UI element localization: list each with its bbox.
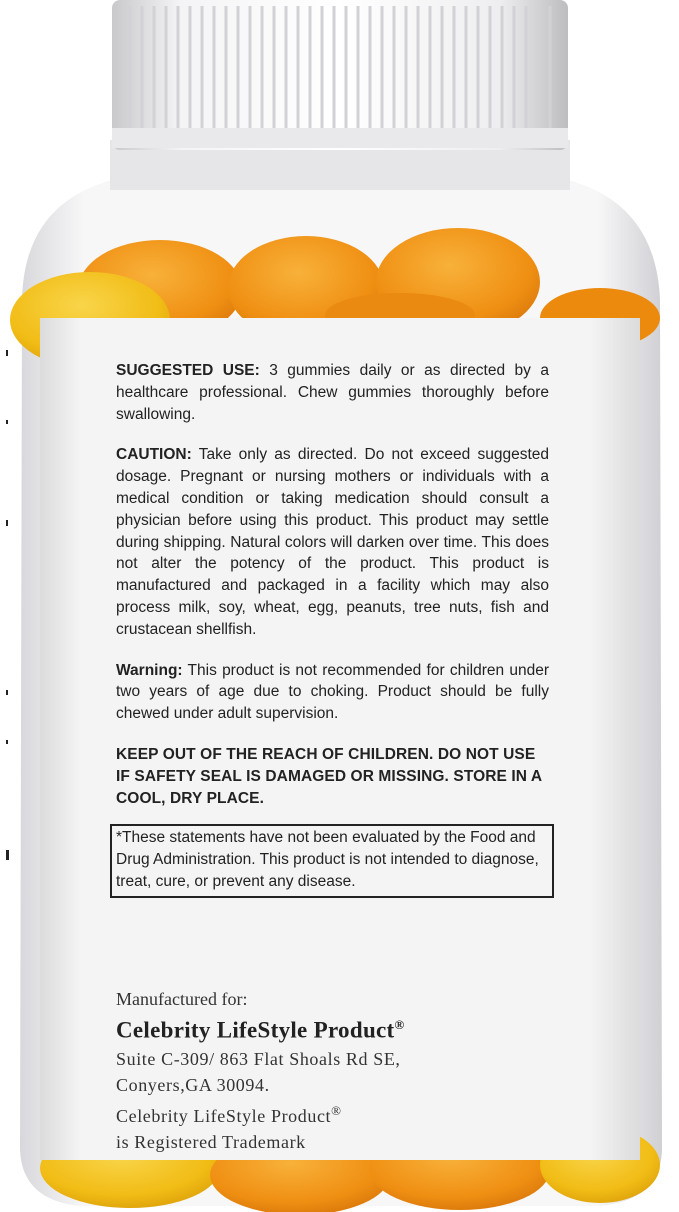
- label-shadow-right: [590, 318, 640, 1160]
- registered-mark: ®: [394, 1017, 405, 1032]
- side-barcode: [6, 350, 9, 860]
- warning-heading: Warning:: [116, 661, 183, 679]
- suggested-use-heading: SUGGESTED USE:: [116, 362, 260, 379]
- warning: [116, 660, 549, 725]
- caution-heading: CAUTION:: [116, 446, 192, 464]
- bottle-cap: [112, 0, 568, 150]
- company-name: [116, 1010, 405, 1046]
- label-shadow-left: [40, 318, 80, 1160]
- trademark-company: Celebrity LifeStyle Product: [116, 1105, 332, 1126]
- suggested-use: [116, 360, 549, 425]
- suggested-use-text: 3 gummies daily or as directed by a healthcare professional. Chew gummies thoroughly before swallowing.: [116, 362, 549, 423]
- fda-disclaimer: *These statements have not been evaluated by the Food and Drug Administration. This product is not intended to diagnose, treat, cure, or prevent any disease.: [110, 824, 554, 897]
- address-line-2: Conyers,GA 30094.: [116, 1074, 270, 1095]
- warning-text: This product is not recommended for children under two years of age due to choking. Product should be fully chewed under adult supervision.: [116, 661, 549, 723]
- keep-out-notice: KEEP OUT OF THE REACH OF CHILDREN. DO NOT USE IF SAFETY SEAL IS DAMAGED OR MISSING. STORE IN A COOL, DRY PLACE.: [116, 745, 542, 807]
- trademark-line-2: is Registered Trademark: [116, 1131, 306, 1152]
- trademark-registered-mark: ®: [331, 1102, 342, 1118]
- manufacturer-block: [116, 988, 405, 1155]
- trademark-line-1: [116, 1098, 405, 1129]
- address-line-1: Suite C-309/ 863 Flat Shoals Rd SE,: [116, 1048, 401, 1069]
- label-text: [116, 360, 549, 898]
- caution: [116, 444, 549, 640]
- caution-text: Take only as directed. Do not exceed suggested dosage. Pregnant or nursing mothers or individuals with a medical condition or taking medication should consult a physician before using this product. This product may settle during shipping. Natural colors will darken over time. This does not alter the potency of the product. This product is manufactured and packaged in a facility which may also process milk, soy, wheat, egg, peanuts, tree nuts, fish and crustacean shellfish.: [116, 446, 549, 638]
- manufactured-for: Manufactured for:: [116, 989, 248, 1009]
- company-name-text: Celebrity LifeStyle Product: [116, 1017, 395, 1043]
